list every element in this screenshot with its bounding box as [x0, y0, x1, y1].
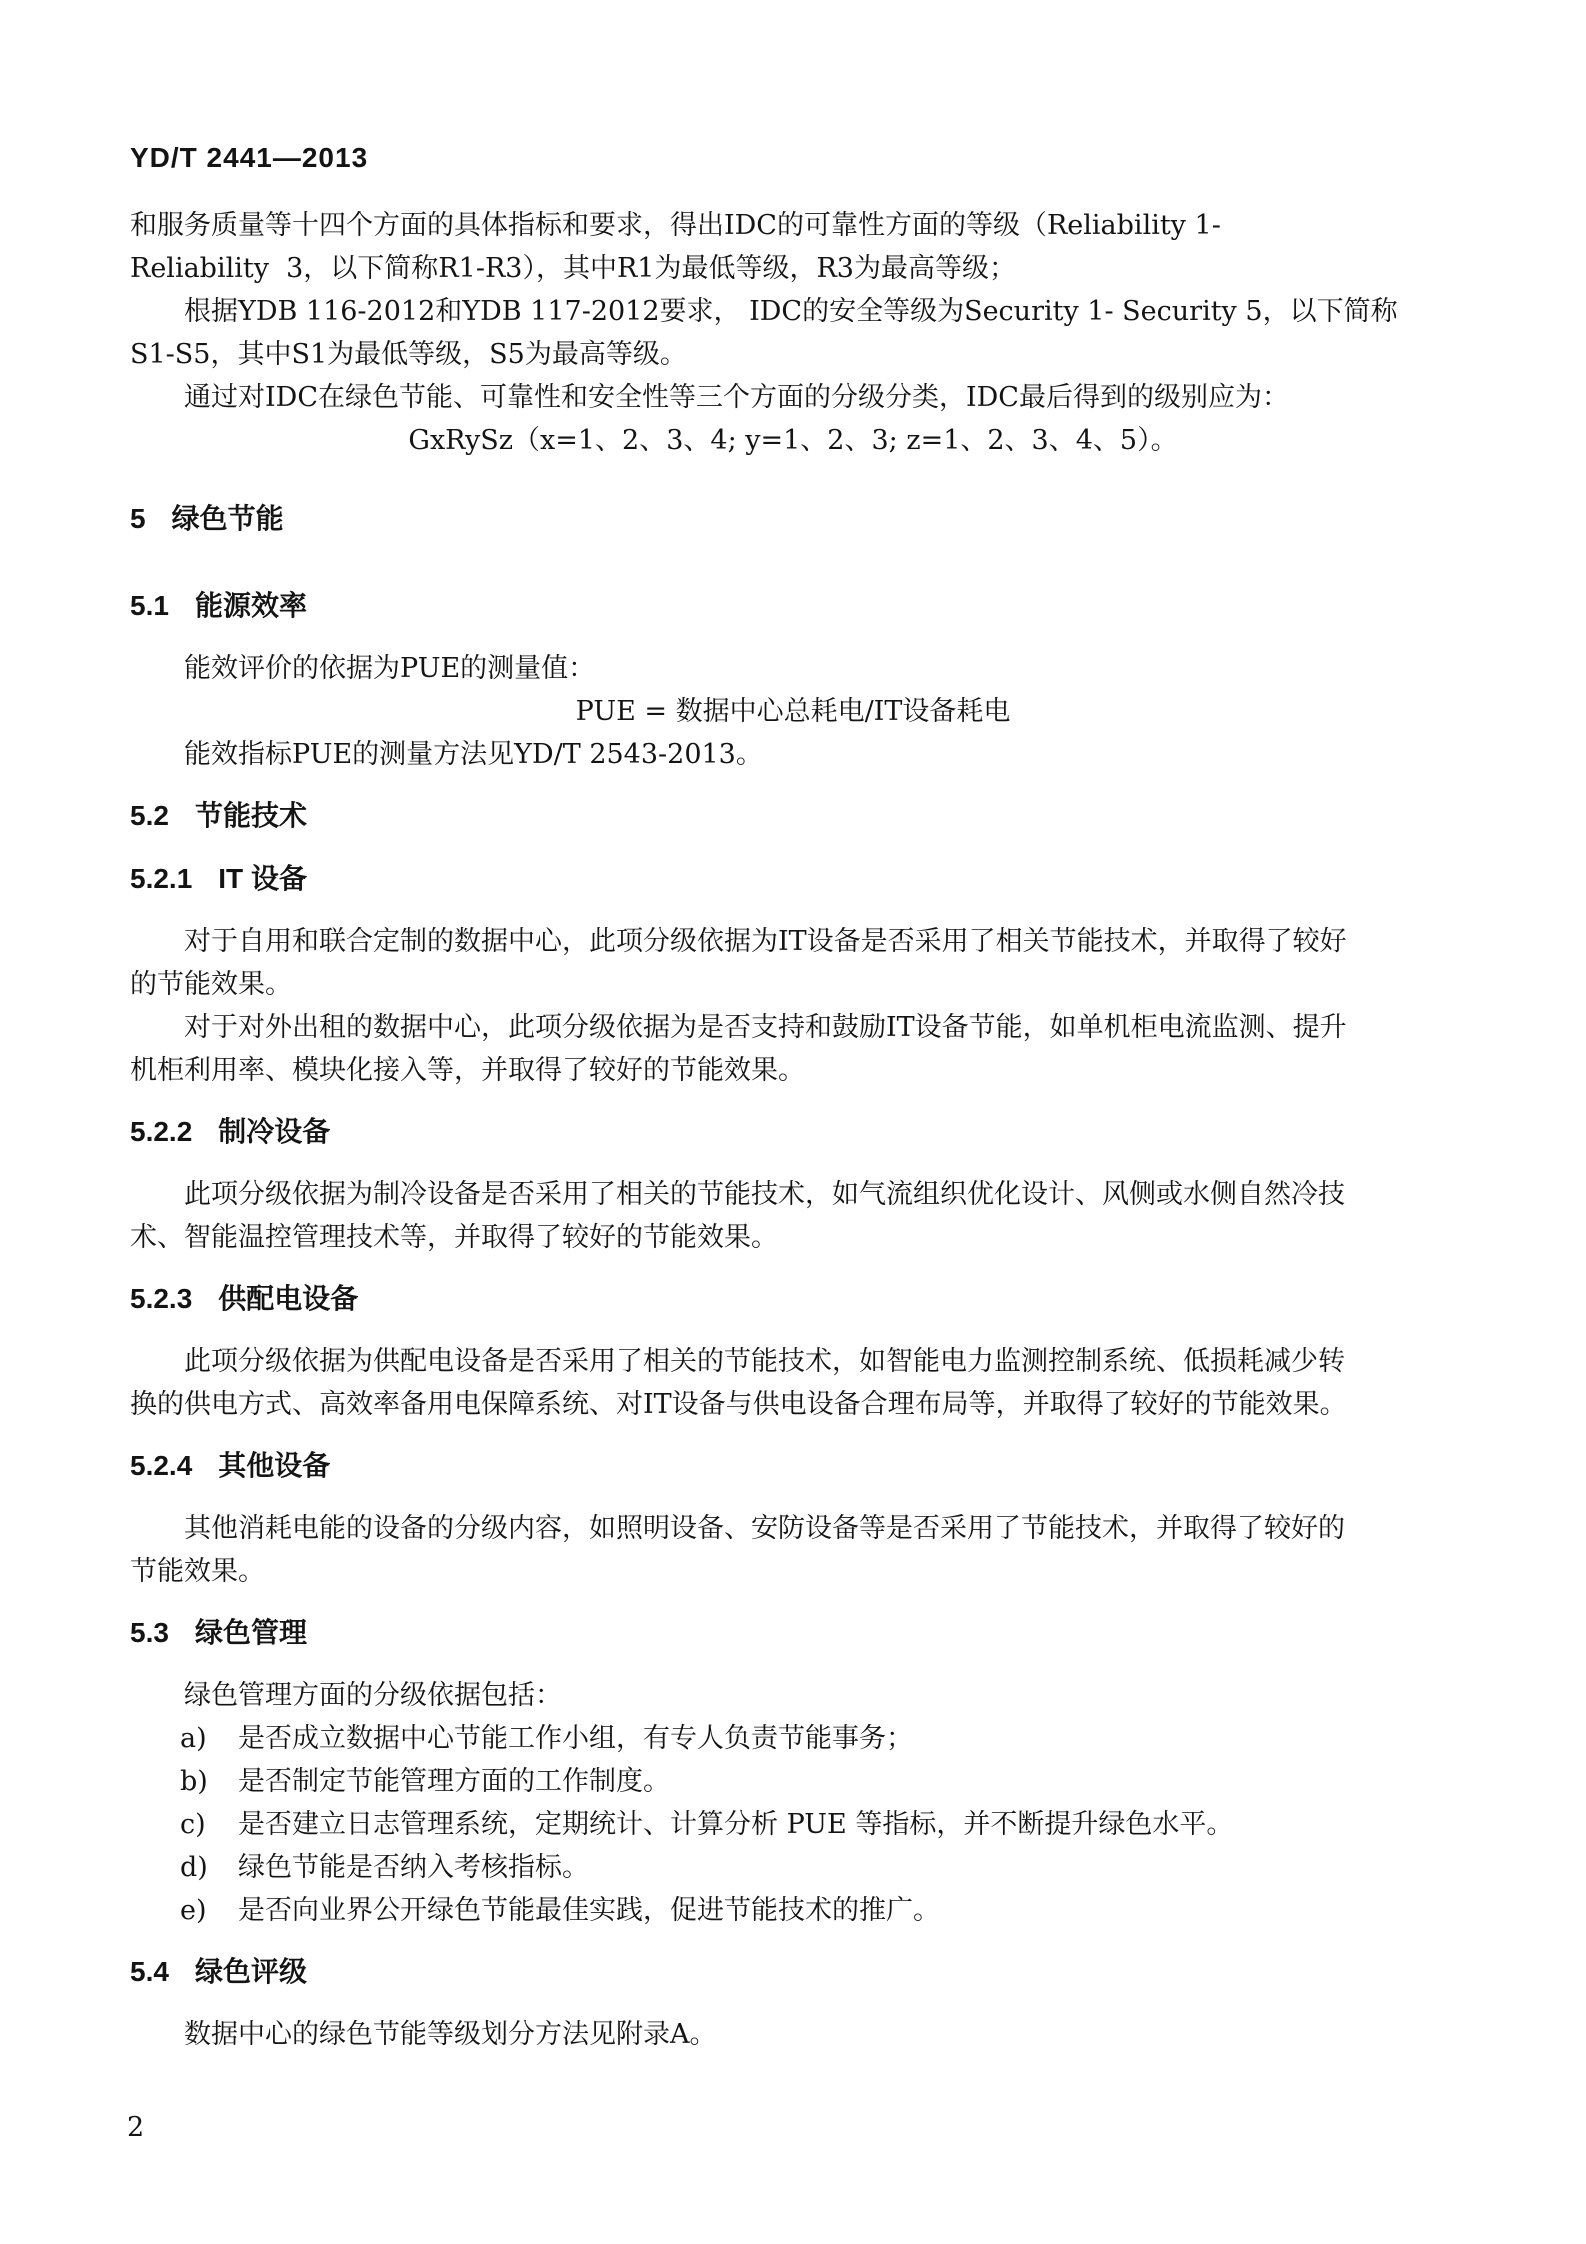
section-number: 5.4	[130, 1956, 169, 1987]
section-heading	[130, 857, 1456, 900]
section-heading	[130, 1277, 1456, 1320]
list-marker: d)	[180, 1852, 208, 1883]
standard-number-header: YD/T 2441—2013	[130, 142, 369, 173]
section-number: 5.2.4	[130, 1450, 193, 1481]
text-line: 绿色管理方面的分级依据包括：	[184, 1680, 562, 1711]
list-item	[130, 1846, 1456, 1889]
text-line: 此项分级依据为制冷设备是否采用了相关的节能技术，如气流组织优化设计、风侧或水侧自然冷技	[184, 1179, 1345, 1210]
section-number: 5.3	[130, 1617, 169, 1648]
section-heading	[130, 794, 1456, 837]
list-marker: a)	[180, 1723, 207, 1754]
list-item	[130, 1717, 1456, 1760]
text-line: 其他消耗电能的设备的分级内容，如照明设备、安防设备等是否采用了节能技术，并取得了较好的	[184, 1513, 1345, 1544]
text-line: Reliability 3，以下简称R1-R3），其中R1为最低等级，R3为最高等级；	[130, 253, 1016, 284]
list-marker: b)	[180, 1766, 208, 1797]
text-line: 换的供电方式、高效率备用电保障系统、对IT设备与供电设备合理布局等，并取得了较好的节能效果。	[130, 1389, 1347, 1420]
text-line: 对于对外出租的数据中心，此项分级依据为是否支持和鼓励IT设备节能，如单机柜电流监测、提升	[184, 1012, 1347, 1043]
document-body	[130, 204, 1456, 2056]
section-number: 5.1	[130, 590, 169, 621]
text-line: 此项分级依据为供配电设备是否采用了相关的节能技术，如智能电力监测控制系统、低损耗减少转	[184, 1346, 1345, 1377]
list-marker: c)	[180, 1809, 206, 1840]
formula-line: PUE = 数据中心总耗电/IT设备耗电	[575, 696, 1011, 727]
list-marker: e)	[180, 1895, 207, 1926]
list-text: 绿色节能是否纳入考核指标。	[238, 1852, 589, 1883]
document-content	[130, 136, 1456, 2056]
list-item	[130, 1889, 1456, 1932]
text-line: 数据中心的绿色节能等级划分方法见附录A。	[184, 2019, 717, 2050]
text-line: 和服务质量等十四个方面的具体指标和要求，得出IDC的可靠性方面的等级（Reliability 1-	[130, 210, 1221, 241]
formula-line: GxRySz（x=1、2、3、4; y=1、2、3; z=1、2、3、4、5）。	[408, 425, 1178, 456]
section-title: 能源效率	[194, 590, 307, 621]
text-line: 机柜利用率、模块化接入等，并取得了较好的节能效果。	[130, 1055, 805, 1086]
text-line: 根据YDB 116-2012和YDB 117-2012要求， IDC的安全等级为Security 1- Security 5，以下简称	[184, 296, 1398, 327]
text-line: 对于自用和联合定制的数据中心，此项分级依据为IT设备是否采用了相关节能技术，并取得了较好	[184, 926, 1347, 957]
section-number: 5.2	[130, 800, 169, 831]
page-number: 2	[127, 2112, 145, 2143]
section-title: 其他设备	[218, 1450, 331, 1481]
section-title: IT 设备	[218, 863, 307, 894]
text-line: 能效指标PUE的测量方法见YD/T 2543-2013。	[184, 739, 763, 770]
section-number: 5	[130, 503, 146, 534]
text-line: 能效评价的依据为PUE的测量值：	[184, 653, 596, 684]
text-line: 的节能效果。	[130, 969, 292, 1000]
section-title: 绿色评级	[194, 1956, 307, 1987]
list-text: 是否建立日志管理系统，定期统计、计算分析 PUE 等指标，并不断提升绿色水平。	[238, 1809, 1234, 1840]
section-heading	[130, 1444, 1456, 1487]
text-line: 术、智能温控管理技术等，并取得了较好的节能效果。	[130, 1222, 778, 1253]
section-heading	[130, 497, 1456, 540]
section-heading	[130, 1611, 1456, 1654]
section-number: 5.2.2	[130, 1116, 193, 1147]
list-item	[130, 1760, 1456, 1803]
list-text: 是否制定节能管理方面的工作制度。	[238, 1766, 670, 1797]
list-item	[130, 1803, 1456, 1846]
section-heading	[130, 1110, 1456, 1153]
text-line: 节能效果。	[130, 1556, 265, 1587]
text-line: S1-S5，其中S1为最低等级，S5为最高等级。	[130, 339, 687, 370]
section-title: 节能技术	[194, 800, 307, 831]
section-heading	[130, 584, 1456, 627]
list-text: 是否成立数据中心节能工作小组，有专人负责节能事务；	[238, 1723, 913, 1754]
section-title: 制冷设备	[218, 1116, 331, 1147]
section-title: 供配电设备	[218, 1283, 359, 1314]
list-text: 是否向业界公开绿色节能最佳实践，促进节能技术的推广。	[238, 1895, 940, 1926]
section-heading	[130, 1950, 1456, 1993]
section-number: 5.2.1	[130, 863, 193, 894]
text-line: 通过对IDC在绿色节能、可靠性和安全性等三个方面的分级分类，IDC最后得到的级别应为：	[184, 382, 1289, 413]
section-title: 绿色管理	[194, 1617, 307, 1648]
section-title: 绿色节能	[171, 503, 284, 534]
section-number: 5.2.3	[130, 1283, 193, 1314]
